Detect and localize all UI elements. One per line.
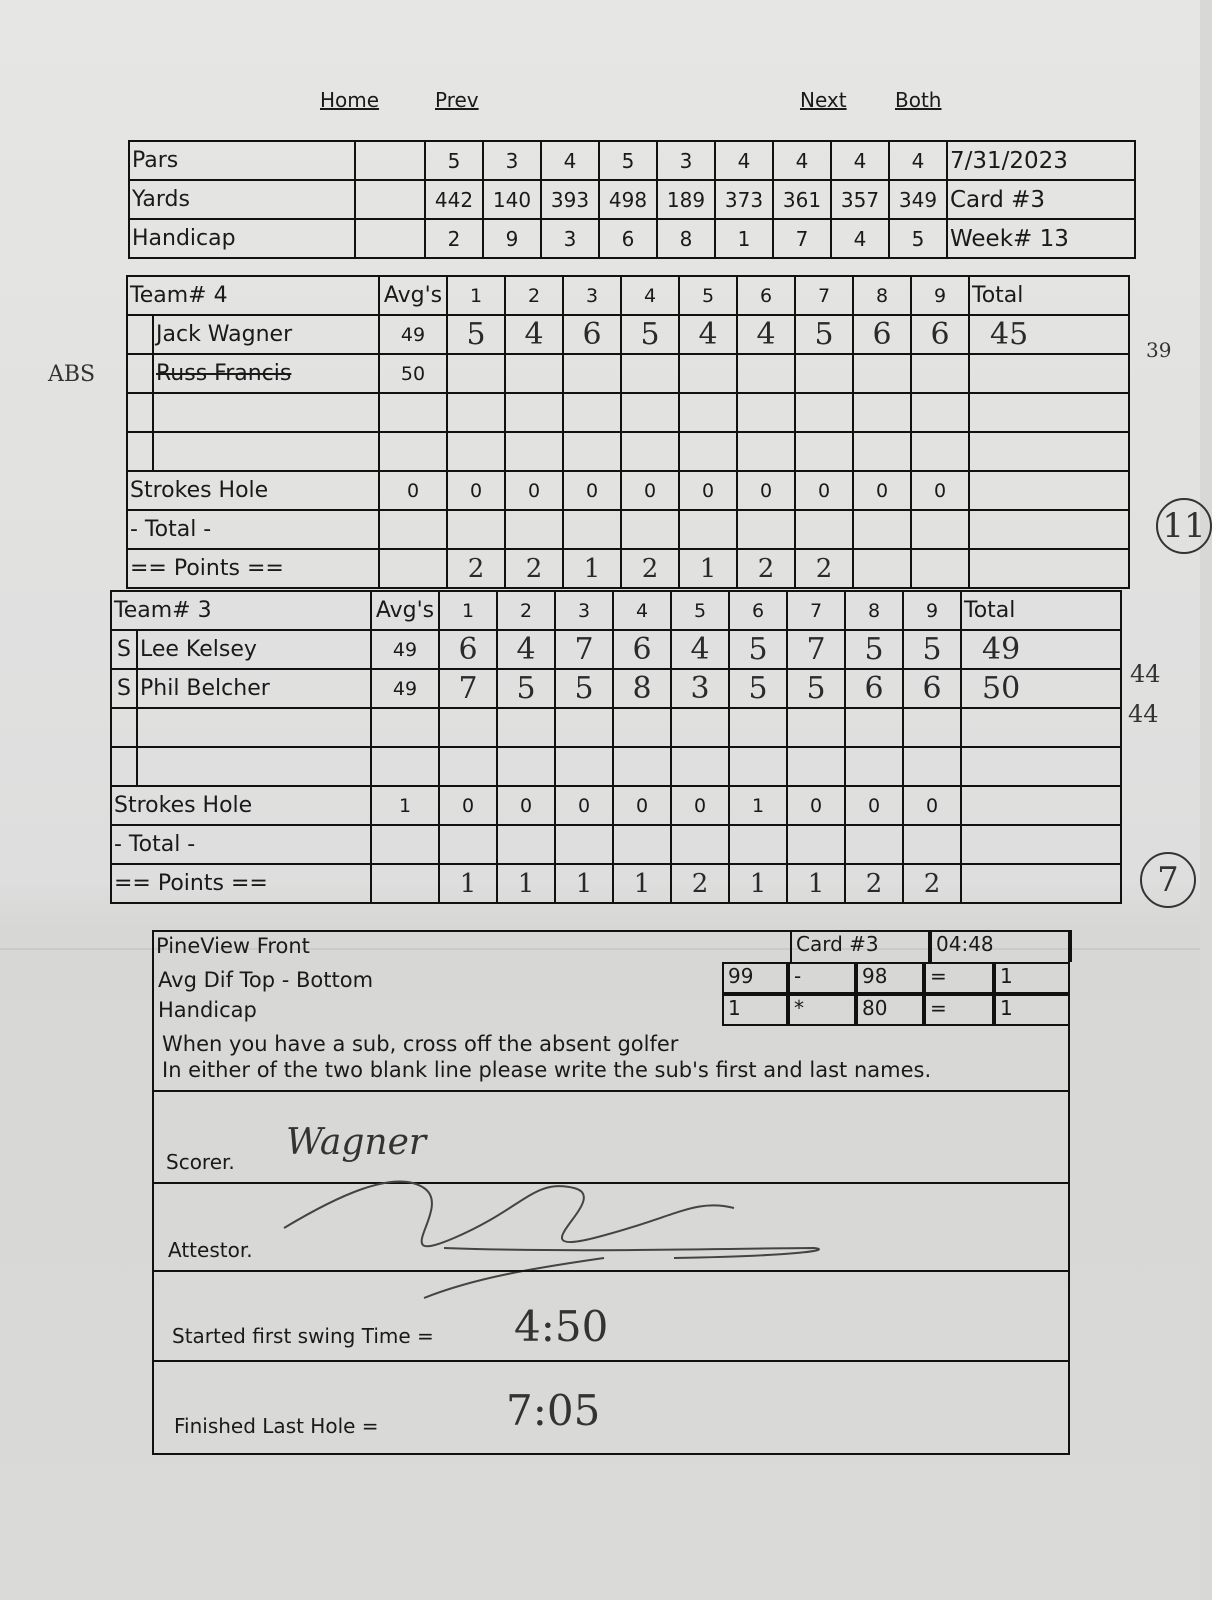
divider-1 xyxy=(154,1090,1068,1092)
blank-cell xyxy=(737,432,795,471)
points-cell: 2 xyxy=(671,864,729,903)
course-row xyxy=(129,180,1135,219)
points-cell: 1 xyxy=(497,864,555,903)
points-cell: 1 xyxy=(787,864,845,903)
course-value-cell: 3 xyxy=(541,219,599,258)
player-row xyxy=(127,354,1129,393)
blank-cell xyxy=(787,747,845,786)
stroke-cell: 0 xyxy=(671,786,729,825)
player-total: 49 xyxy=(961,630,1121,669)
blank-cell xyxy=(737,510,795,549)
stroke-cell: 0 xyxy=(563,471,621,510)
blank-cell xyxy=(903,747,961,786)
hole-number: 6 xyxy=(737,276,795,315)
hole-score: 7 xyxy=(439,669,497,708)
blank-cell xyxy=(787,825,845,864)
hole-number: 3 xyxy=(555,591,613,630)
hole-score: 3 xyxy=(671,669,729,708)
blank-cell xyxy=(961,864,1121,903)
hole-score: 6 xyxy=(911,315,969,354)
hole-number: 6 xyxy=(729,591,787,630)
handicap-b: 80 xyxy=(856,994,924,1026)
finish-time-label: Finished Last Hole = xyxy=(174,1414,379,1438)
course-value-cell: 5 xyxy=(889,219,947,258)
avg-dif-bottom: 98 xyxy=(856,962,924,994)
blank-cell xyxy=(447,510,505,549)
course-value-cell: 4 xyxy=(715,141,773,180)
hole-score xyxy=(737,354,795,393)
stroke-cell: 0 xyxy=(845,786,903,825)
blank-cell xyxy=(961,747,1121,786)
course-name: PineView Front xyxy=(156,934,310,958)
hole-score xyxy=(911,354,969,393)
hole-score: 4 xyxy=(671,630,729,669)
blank-cell xyxy=(497,747,555,786)
course-value-cell: 140 xyxy=(483,180,541,219)
next-link[interactable]: Next xyxy=(800,88,847,112)
blank-cell xyxy=(371,747,439,786)
strokes-avg: 1 xyxy=(371,786,439,825)
course-value-cell: 373 xyxy=(715,180,773,219)
course-value-cell: 4 xyxy=(831,141,889,180)
blank-cell xyxy=(355,180,425,219)
blank-cell xyxy=(371,708,439,747)
stroke-cell: 0 xyxy=(679,471,737,510)
blank-cell xyxy=(371,864,439,903)
stroke-cell: 0 xyxy=(621,471,679,510)
blank-cell xyxy=(845,708,903,747)
stroke-cell: 0 xyxy=(497,786,555,825)
blank-cell xyxy=(379,510,447,549)
card-number: Card #3 xyxy=(790,930,930,962)
blank-cell xyxy=(679,510,737,549)
blank-cell xyxy=(969,471,1129,510)
hole-score: 5 xyxy=(729,669,787,708)
course-info-cell: 7/31/2023 xyxy=(947,141,1135,180)
blank-cell xyxy=(439,825,497,864)
team-top-table xyxy=(126,275,1130,589)
hole-score xyxy=(795,354,853,393)
start-time-label: Started first swing Time = xyxy=(172,1324,434,1348)
hole-score: 5 xyxy=(729,630,787,669)
strokes-avg: 0 xyxy=(379,471,447,510)
course-value-cell: 3 xyxy=(657,141,715,180)
blank-cell xyxy=(555,825,613,864)
total-header: Total xyxy=(969,276,1129,315)
blank-cell xyxy=(505,393,563,432)
blank-player-row xyxy=(127,432,1129,471)
hole-number: 3 xyxy=(563,276,621,315)
course-value-cell: 361 xyxy=(773,180,831,219)
blank-cell xyxy=(355,219,425,258)
course-value-cell: 442 xyxy=(425,180,483,219)
course-value-cell: 4 xyxy=(541,141,599,180)
handicap-result: 1 xyxy=(994,994,1070,1026)
blank-cell xyxy=(961,825,1121,864)
net-score-player2: 44 xyxy=(1128,700,1159,728)
course-row xyxy=(129,141,1135,180)
total-header: Total xyxy=(961,591,1121,630)
blank-cell xyxy=(505,432,563,471)
hole-score: 6 xyxy=(903,669,961,708)
player-avg: 50 xyxy=(379,354,447,393)
course-value-cell: 1 xyxy=(715,219,773,258)
course-header-table xyxy=(128,140,1136,259)
attestor-label: Attestor. xyxy=(168,1238,253,1262)
player-row xyxy=(111,669,1121,708)
blank-cell xyxy=(903,708,961,747)
player-avg: 49 xyxy=(371,630,439,669)
total-row xyxy=(127,510,1129,549)
scorer-signature: Wagner xyxy=(286,1122,427,1163)
avg-dif-op: - xyxy=(788,962,856,994)
blank-cell xyxy=(111,747,137,786)
avg-header: Avg's xyxy=(371,591,439,630)
course-value-cell: 189 xyxy=(657,180,715,219)
blank-cell xyxy=(439,747,497,786)
hole-score: 7 xyxy=(555,630,613,669)
stroke-cell: 0 xyxy=(795,471,853,510)
blank-cell xyxy=(127,393,153,432)
stroke-cell: 0 xyxy=(439,786,497,825)
blank-cell xyxy=(613,747,671,786)
hole-number: 2 xyxy=(505,276,563,315)
blank-cell xyxy=(621,432,679,471)
stroke-cell: 0 xyxy=(505,471,563,510)
points-row xyxy=(111,864,1121,903)
points-cell: 1 xyxy=(555,864,613,903)
points-cell: 1 xyxy=(439,864,497,903)
blank-cell xyxy=(729,708,787,747)
points-row xyxy=(127,549,1129,588)
points-cell: 2 xyxy=(795,549,853,588)
points-cell xyxy=(853,549,911,588)
points-label: == Points == xyxy=(111,864,371,903)
player-avg: 49 xyxy=(379,315,447,354)
blank-cell xyxy=(795,432,853,471)
attestor-signature xyxy=(274,1158,834,1298)
course-value-cell: 2 xyxy=(425,219,483,258)
hole-score xyxy=(505,354,563,393)
blank-player-row xyxy=(111,747,1121,786)
blank-cell xyxy=(379,432,447,471)
blank-cell xyxy=(127,432,153,471)
points-cell: 1 xyxy=(679,549,737,588)
hole-score: 5 xyxy=(621,315,679,354)
points-cell: 2 xyxy=(903,864,961,903)
player-name: Phil Belcher xyxy=(137,669,371,708)
hole-score: 5 xyxy=(447,315,505,354)
blank-cell xyxy=(137,708,371,747)
points-cell: 1 xyxy=(613,864,671,903)
hole-score xyxy=(563,354,621,393)
blank-cell xyxy=(563,393,621,432)
blank-cell xyxy=(903,825,961,864)
blank-cell xyxy=(969,549,1129,588)
scorer-label: Scorer. xyxy=(166,1150,235,1174)
blank-cell xyxy=(379,393,447,432)
blank-cell xyxy=(505,510,563,549)
player-name: Russ Francis xyxy=(153,354,379,393)
course-value-cell: 393 xyxy=(541,180,599,219)
blank-cell xyxy=(137,747,371,786)
hole-score xyxy=(853,354,911,393)
stroke-cell: 0 xyxy=(787,786,845,825)
blank-cell xyxy=(439,708,497,747)
strokes-row xyxy=(111,786,1121,825)
hole-score: 4 xyxy=(679,315,737,354)
course-value-cell: 498 xyxy=(599,180,657,219)
blank-cell xyxy=(111,708,137,747)
course-row-label: Pars xyxy=(129,141,355,180)
blank-cell xyxy=(961,786,1121,825)
hole-number: 9 xyxy=(911,276,969,315)
points-cell: 1 xyxy=(729,864,787,903)
hole-score: 4 xyxy=(737,315,795,354)
instruction-line-2: In either of the two blank line please write the sub's first and last names. xyxy=(162,1058,932,1082)
blank-cell xyxy=(853,510,911,549)
stroke-cell: 0 xyxy=(737,471,795,510)
strokes-label: Strokes Hole xyxy=(111,786,371,825)
hole-number: 2 xyxy=(497,591,555,630)
course-value-cell: 4 xyxy=(773,141,831,180)
blank-cell xyxy=(497,708,555,747)
blank-cell xyxy=(621,393,679,432)
blank-cell xyxy=(911,432,969,471)
handicap-eq: = xyxy=(924,994,994,1026)
blank-cell xyxy=(555,747,613,786)
total-row-label: - Total - xyxy=(127,510,379,549)
team-bottom-table xyxy=(110,590,1122,904)
blank-cell xyxy=(447,432,505,471)
course-value-cell: 4 xyxy=(831,219,889,258)
blank-cell xyxy=(969,393,1129,432)
team-label: Team# 4 xyxy=(127,276,379,315)
course-value-cell: 8 xyxy=(657,219,715,258)
hole-score: 5 xyxy=(795,315,853,354)
sub-flag: S xyxy=(111,669,137,708)
card-time: 04:48 xyxy=(930,930,1072,962)
finish-time-value: 7:05 xyxy=(506,1386,601,1435)
footer-box xyxy=(152,930,1070,1455)
course-row xyxy=(129,219,1135,258)
stroke-cell: 1 xyxy=(729,786,787,825)
course-info-cell: Card #3 xyxy=(947,180,1135,219)
hole-score xyxy=(447,354,505,393)
hole-score: 8 xyxy=(613,669,671,708)
strokes-label: Strokes Hole xyxy=(127,471,379,510)
avg-header: Avg's xyxy=(379,276,447,315)
blank-cell xyxy=(729,825,787,864)
blank-cell xyxy=(153,393,379,432)
home-link[interactable]: Home xyxy=(320,88,380,112)
team-header-row xyxy=(111,591,1121,630)
total-row xyxy=(111,825,1121,864)
course-value-cell: 357 xyxy=(831,180,889,219)
blank-cell xyxy=(447,393,505,432)
sub-flag xyxy=(127,354,153,393)
instruction-line-1: When you have a sub, cross off the absent golfer xyxy=(162,1032,679,1056)
course-row-label: Handicap xyxy=(129,219,355,258)
avg-dif-top: 99 xyxy=(722,962,788,994)
sub-flag xyxy=(127,315,153,354)
hole-score: 5 xyxy=(787,669,845,708)
course-value-cell: 349 xyxy=(889,180,947,219)
blank-cell xyxy=(613,825,671,864)
hole-score: 4 xyxy=(497,630,555,669)
hole-number: 9 xyxy=(903,591,961,630)
player-total xyxy=(969,354,1129,393)
hole-score: 5 xyxy=(497,669,555,708)
hole-number: 1 xyxy=(447,276,505,315)
blank-cell xyxy=(679,393,737,432)
player-name: Lee Kelsey xyxy=(137,630,371,669)
prev-link[interactable]: Prev xyxy=(435,88,479,112)
net-score-player1: 44 xyxy=(1130,660,1161,688)
points-cell: 2 xyxy=(737,549,795,588)
blank-cell xyxy=(555,708,613,747)
points-cell: 2 xyxy=(845,864,903,903)
stroke-cell: 0 xyxy=(613,786,671,825)
handicap-a: 1 xyxy=(722,994,788,1026)
avg-dif-result: 1 xyxy=(994,962,1070,994)
points-cell: 2 xyxy=(447,549,505,588)
blank-cell xyxy=(795,393,853,432)
blank-cell xyxy=(787,708,845,747)
both-link[interactable]: Both xyxy=(895,88,942,112)
team-label: Team# 3 xyxy=(111,591,371,630)
blank-cell xyxy=(737,393,795,432)
hole-number: 7 xyxy=(795,276,853,315)
sub-flag: S xyxy=(111,630,137,669)
handicap-label: Handicap xyxy=(158,998,257,1022)
blank-cell xyxy=(729,747,787,786)
blank-cell xyxy=(671,747,729,786)
hole-score: 6 xyxy=(439,630,497,669)
player-total: 45 xyxy=(969,315,1129,354)
blank-cell xyxy=(355,141,425,180)
player-name: Jack Wagner xyxy=(153,315,379,354)
team-top-points-circle: 11 xyxy=(1156,498,1212,554)
blank-player-row xyxy=(111,708,1121,747)
blank-cell xyxy=(497,825,555,864)
course-value-cell: 6 xyxy=(599,219,657,258)
hole-number: 5 xyxy=(671,591,729,630)
hole-number: 8 xyxy=(853,276,911,315)
course-row-label: Yards xyxy=(129,180,355,219)
player-avg: 49 xyxy=(371,669,439,708)
blank-cell xyxy=(613,708,671,747)
blank-cell xyxy=(795,510,853,549)
blank-cell xyxy=(153,432,379,471)
player-row xyxy=(127,315,1129,354)
hole-score: 6 xyxy=(845,669,903,708)
course-value-cell: 9 xyxy=(483,219,541,258)
hole-number: 4 xyxy=(621,276,679,315)
hole-score: 5 xyxy=(555,669,613,708)
avg-dif-eq: = xyxy=(924,962,994,994)
total-row-label: - Total - xyxy=(111,825,371,864)
blank-cell xyxy=(563,510,621,549)
hole-number: 4 xyxy=(613,591,671,630)
points-cell: 2 xyxy=(621,549,679,588)
course-value-cell: 4 xyxy=(889,141,947,180)
blank-cell xyxy=(853,432,911,471)
blank-cell xyxy=(911,510,969,549)
blank-player-row xyxy=(127,393,1129,432)
blank-cell xyxy=(853,393,911,432)
hole-number: 5 xyxy=(679,276,737,315)
course-info-cell: Week# 13 xyxy=(947,219,1135,258)
blank-cell xyxy=(911,393,969,432)
absent-note: ABS xyxy=(48,362,96,387)
hole-score: 7 xyxy=(787,630,845,669)
blank-cell xyxy=(671,825,729,864)
blank-cell xyxy=(845,825,903,864)
player-total: 50 xyxy=(961,669,1121,708)
hole-score: 4 xyxy=(505,315,563,354)
hole-score: 5 xyxy=(903,630,961,669)
blank-cell xyxy=(621,510,679,549)
points-label: == Points == xyxy=(127,549,379,588)
blank-cell xyxy=(679,432,737,471)
hole-score: 6 xyxy=(853,315,911,354)
blank-cell xyxy=(845,747,903,786)
blank-cell xyxy=(379,549,447,588)
net-score-top: 39 xyxy=(1146,338,1172,362)
team-header-row xyxy=(127,276,1129,315)
hole-number: 7 xyxy=(787,591,845,630)
course-value-cell: 3 xyxy=(483,141,541,180)
course-value-cell: 7 xyxy=(773,219,831,258)
stroke-cell: 0 xyxy=(447,471,505,510)
course-value-cell: 5 xyxy=(599,141,657,180)
divider-3 xyxy=(154,1270,1068,1272)
divider-4 xyxy=(154,1360,1068,1362)
strokes-row xyxy=(127,471,1129,510)
points-cell xyxy=(911,549,969,588)
hole-score xyxy=(621,354,679,393)
start-time-value: 4:50 xyxy=(514,1302,609,1351)
team-bottom-points-circle: 7 xyxy=(1140,852,1196,908)
stroke-cell: 0 xyxy=(903,786,961,825)
blank-cell xyxy=(563,432,621,471)
stroke-cell: 0 xyxy=(853,471,911,510)
stroke-cell: 0 xyxy=(555,786,613,825)
course-value-cell: 5 xyxy=(425,141,483,180)
hole-score: 6 xyxy=(613,630,671,669)
avg-dif-label: Avg Dif Top - Bottom xyxy=(158,968,374,992)
blank-cell xyxy=(961,708,1121,747)
hole-score: 6 xyxy=(563,315,621,354)
blank-cell xyxy=(969,510,1129,549)
points-cell: 1 xyxy=(563,549,621,588)
stroke-cell: 0 xyxy=(911,471,969,510)
points-cell: 2 xyxy=(505,549,563,588)
hole-number: 1 xyxy=(439,591,497,630)
blank-cell xyxy=(671,708,729,747)
hole-score: 5 xyxy=(845,630,903,669)
player-row xyxy=(111,630,1121,669)
blank-cell xyxy=(371,825,439,864)
handicap-op: * xyxy=(788,994,856,1026)
hole-number: 8 xyxy=(845,591,903,630)
hole-score xyxy=(679,354,737,393)
blank-cell xyxy=(969,432,1129,471)
